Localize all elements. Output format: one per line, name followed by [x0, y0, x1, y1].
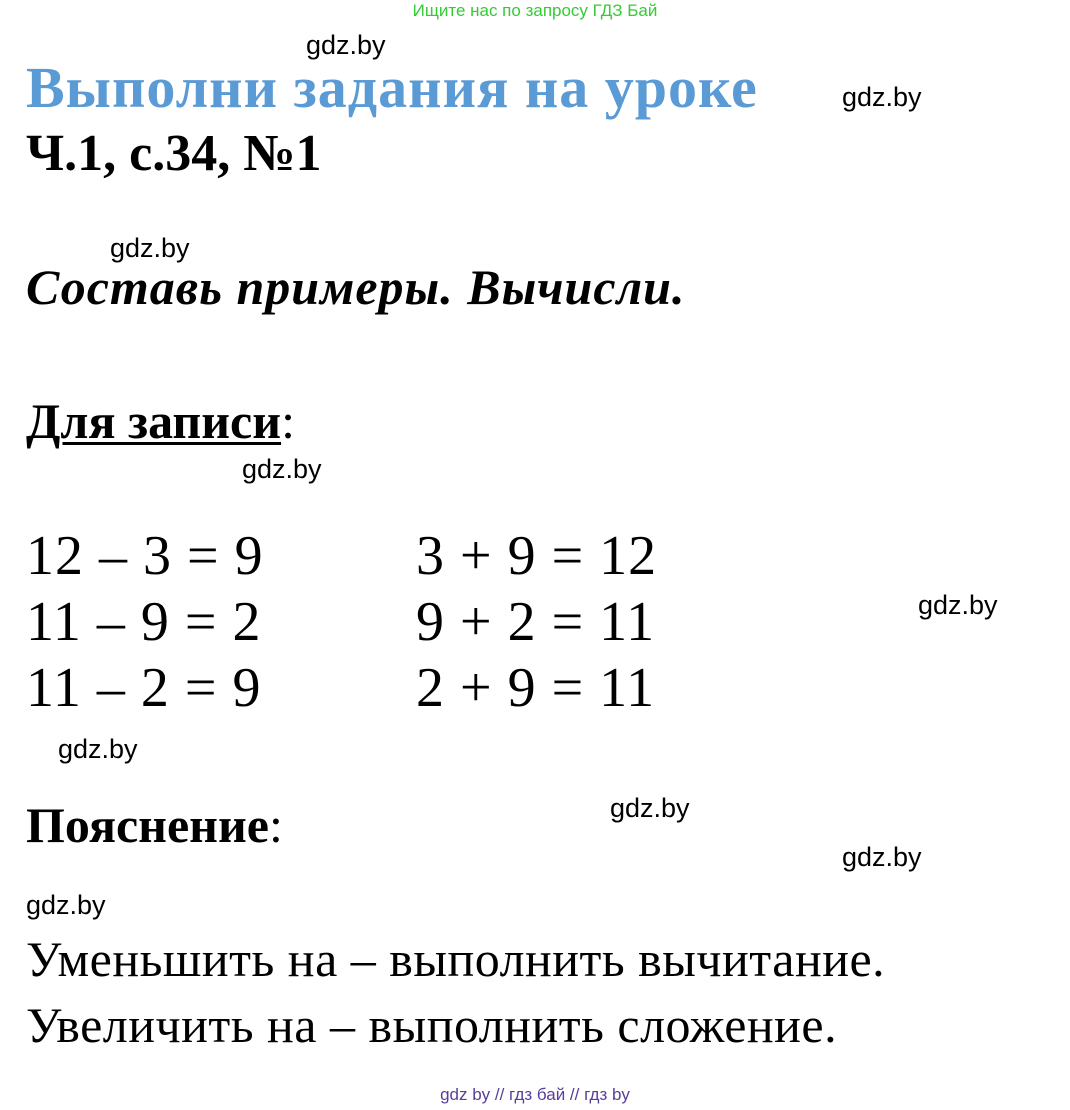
explanation-section-label	[26, 796, 283, 854]
equation-right: 3 + 9 = 12	[416, 525, 658, 587]
equation-left: 11 – 9 = 2	[26, 591, 262, 653]
equation-right: 2 + 9 = 11	[416, 657, 656, 719]
explanation-label: Пояснение	[26, 797, 269, 853]
explanation-colon: :	[269, 797, 283, 853]
record-colon: :	[281, 393, 295, 449]
watermark: gdz.by	[842, 82, 922, 112]
watermark: gdz.by	[610, 793, 690, 823]
task-text: Составь примеры. Вычисли.	[26, 259, 686, 315]
footer: gdz by // гдз бай // гдз by	[440, 1085, 630, 1104]
page-title: Выполни задания на уроке	[26, 55, 758, 120]
explanation-line: Увеличить на – выполнить сложение.	[26, 997, 838, 1053]
task-reference: Ч.1, с.34, №1	[26, 125, 322, 182]
watermark: gdz.by	[842, 842, 922, 872]
watermark: gdz.by	[918, 590, 998, 620]
watermark: gdz.by	[26, 890, 106, 920]
explanation-line: Уменьшить на – выполнить вычитание.	[26, 931, 886, 987]
equation-right: 9 + 2 = 11	[416, 591, 656, 653]
watermark: gdz.by	[110, 233, 190, 263]
equation-left: 12 – 3 = 9	[26, 525, 264, 587]
record-label: Для записи	[26, 393, 282, 449]
watermark: gdz.by	[306, 30, 386, 60]
watermark: gdz.by	[242, 454, 322, 484]
watermark: gdz.by	[58, 734, 138, 764]
top-banner: Ищите нас по запросу ГДЗ Бай	[412, 1, 658, 20]
equation-left: 11 – 2 = 9	[26, 657, 262, 719]
record-section-label	[26, 392, 295, 450]
